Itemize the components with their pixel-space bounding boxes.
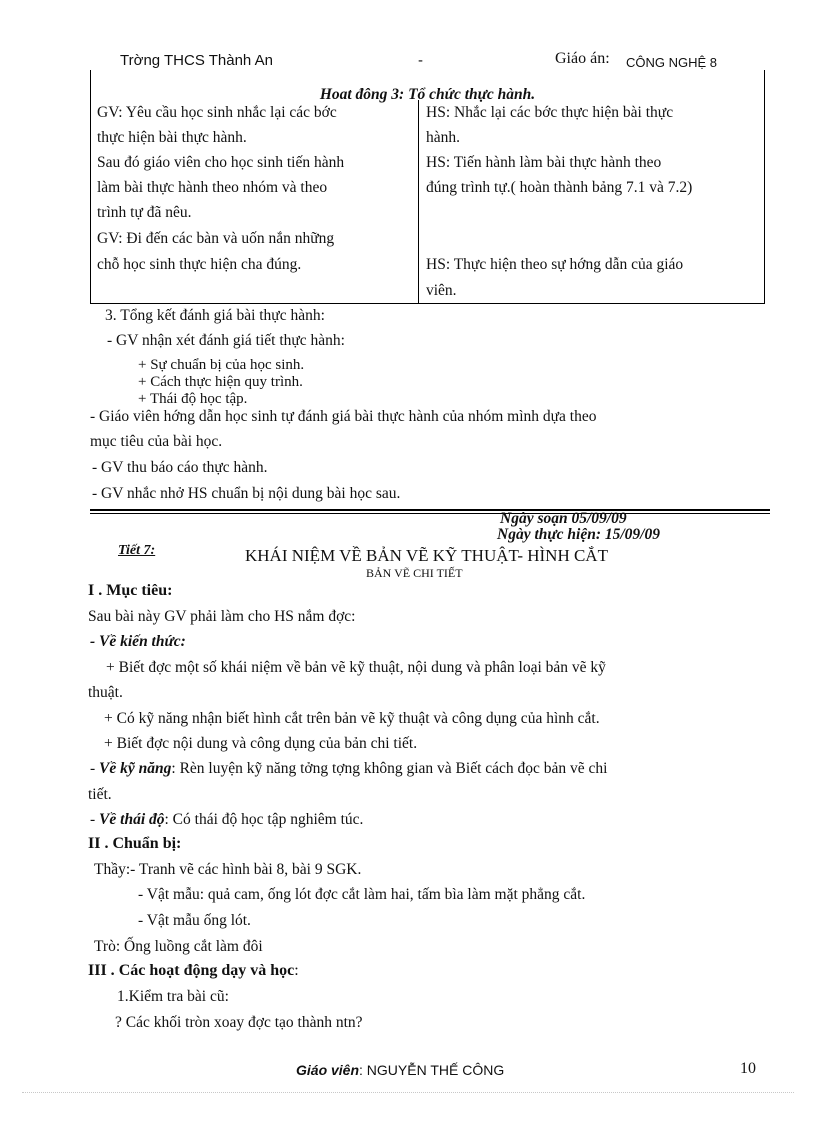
plan-label: Giáo án: (555, 50, 610, 67)
preparation-heading: II . Chuẩn bị: (88, 835, 182, 852)
footer-teacher-label: Giáo viên (296, 1062, 360, 1078)
preparation-student: Trò: Ống luồng cắt làm đôi (94, 938, 263, 955)
summary-heading: 3. Tổng kết đánh giá bài thực hành: (105, 307, 325, 324)
activities-heading-text: Các hoạt động dạy và học (118, 962, 295, 979)
knowledge-item: + Biết đợc nội dung và công dụng của bản chi tiết. (104, 735, 418, 752)
activity-title: Hoat đông 3: Tổ chức thực hành. (319, 86, 536, 103)
activities-heading (88, 962, 299, 980)
preparation-teacher: Thầy:- Tranh vẽ các hình bài 8, bài 9 SGK. (94, 861, 362, 878)
skills-label: Về kỹ năng (99, 760, 172, 777)
summary-point: + Sự chuẩn bị của học sinh. (138, 357, 305, 373)
gv-line: GV: Yêu cầu học sinh nhắc lại các bớc (97, 104, 337, 121)
gv-line: thực hiện bài thực hành. (97, 129, 247, 146)
table-middle-border (418, 100, 419, 304)
knowledge-item: + Biết đợc một số khái niệm về bản vẽ kỹ thuật, nội dung và phân loại bản vẽ kỹ (106, 659, 606, 676)
summary-point: + Thái độ học tập. (138, 391, 248, 407)
date-taught: Ngày thực hiện: 15/09/09 (497, 526, 660, 543)
objectives-heading: I . Mục tiêu: (88, 582, 173, 599)
hs-line: HS: Tiến hành làm bài thực hành theo (426, 154, 662, 171)
skills-text: : Rèn luyện kỹ năng tởng tợng không gian và Biết cách đọc bản vẽ chi (171, 760, 608, 777)
preparation-item: - Vật mẫu: quả cam, ống lót đợc cắt làm hai, tấm bìa làm mặt phẳng cắt. (138, 886, 586, 903)
gv-line: trình tự đã nêu. (97, 204, 192, 221)
attitude-prefix: - (90, 811, 100, 828)
summary-point: + Cách thực hiện quy trình. (138, 374, 303, 390)
gv-line: Sau đó giáo viên cho học sinh tiến hành (97, 154, 345, 171)
table-right-border (764, 70, 765, 304)
date-prepared: Ngày soạn 05/09/09 (500, 510, 627, 527)
summary-guide: mục tiêu của bài học. (90, 433, 223, 450)
subject-name: CÔNG NGHỆ 8 (626, 55, 718, 70)
separator-bottom (90, 513, 770, 514)
table-left-border (90, 70, 91, 304)
page-number: 10 (740, 1060, 756, 1077)
hs-line: HS: Nhắc lại các bớc thực hiện bài thực (426, 104, 674, 121)
hs-line: HS: Thực hiện theo sự hớng dẫn của giáo (426, 256, 684, 273)
lesson-title: KHÁI NIỆM VỀ BẢN VẼ KỸ THUẬT- HÌNH CẮT (245, 546, 608, 565)
activities-question: ? Các khối tròn xoay đợc tạo thành ntn? (115, 1014, 363, 1031)
preparation-item: - Vật mẫu ống lót. (138, 912, 251, 929)
knowledge-label: - Về kiến thức: (90, 633, 186, 650)
attitude-line (90, 811, 363, 829)
lesson-subtitle: BẢN VẼ CHI TIẾT (366, 566, 463, 580)
activities-heading-colon: : (294, 962, 299, 979)
attitude-label: Về thái độ (99, 811, 165, 828)
period-label: Tiết 7: (118, 543, 156, 558)
knowledge-item: + Có kỹ năng nhận biết hình cắt trên bản vẽ kỹ thuật và công dụng của hình cắt. (104, 710, 600, 727)
footer-dotted-rule (22, 1092, 794, 1093)
objectives-intro: Sau bài này GV phải làm cho HS nắm đợc: (88, 608, 356, 625)
gv-line: GV: Đi đến các bàn và uốn nắn những (97, 230, 335, 247)
hs-line: hành. (426, 129, 461, 146)
hs-line: đúng trình tự.( hoàn thành bảng 7.1 và 7.2) (426, 179, 693, 196)
school-name: Trờng THCS Thành An (120, 52, 273, 69)
footer-teacher-name: : NGUYỄN THẾ CÔNG (359, 1062, 505, 1078)
summary-comment: - GV nhận xét đánh giá tiết thực hành: (107, 332, 345, 349)
activities-heading-num: III . (88, 962, 119, 979)
knowledge-item: thuật. (88, 684, 123, 701)
table-bottom-border (90, 303, 765, 304)
summary-collect: - GV thu báo cáo thực hành. (92, 459, 268, 476)
gv-line: làm bài thực hành theo nhóm và theo (97, 179, 328, 196)
skills-line (90, 760, 607, 778)
hs-line: viên. (426, 282, 457, 299)
skills-text-cont: tiết. (88, 786, 112, 803)
skills-prefix: - (90, 760, 100, 777)
gv-line: chỗ học sinh thực hiện cha đúng. (97, 256, 302, 273)
attitude-text: : Có thái độ học tập nghiêm túc. (164, 811, 364, 828)
summary-remind: - GV nhắc nhở HS chuẩn bị nội dung bài học sau. (92, 485, 401, 502)
footer-teacher (296, 1062, 504, 1080)
activities-check: 1.Kiểm tra bài cũ: (117, 988, 229, 1005)
separator-top (90, 509, 770, 511)
header-dash: - (418, 52, 423, 69)
summary-guide: - Giáo viên hớng dẫn học sinh tự đánh giá bài thực hành của nhóm mình dựa theo (90, 408, 597, 425)
